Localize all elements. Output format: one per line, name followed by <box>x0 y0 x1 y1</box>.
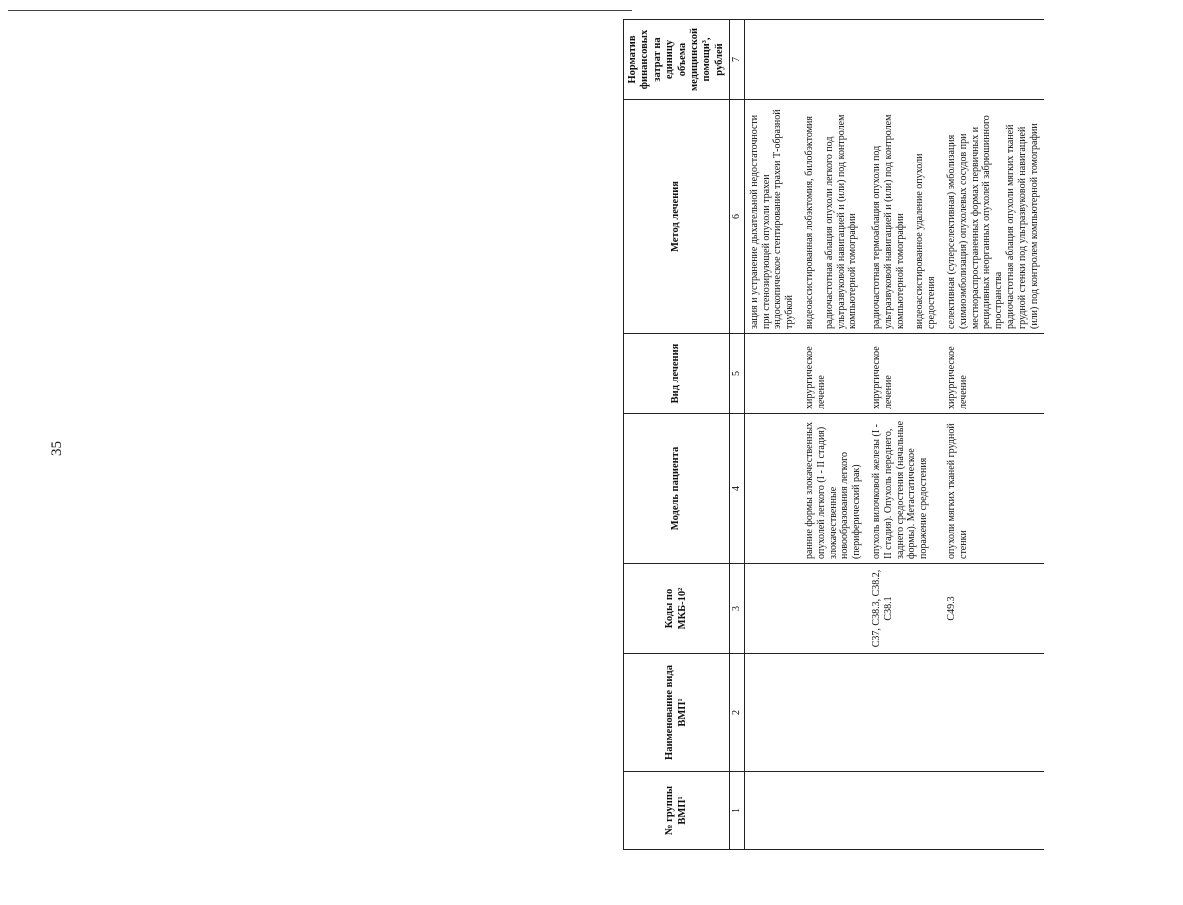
header-treatment-type: Вид лечения <box>624 334 730 414</box>
method-item: радиочастотная термоаблация опухоли под ультразвуковой навигацией и (или) под контролем компьютерной томографии <box>870 114 906 329</box>
page-number: 35 <box>49 441 65 456</box>
colnum-6: 6 <box>730 100 745 334</box>
vmp-table <box>623 19 1044 850</box>
header-patient-model: Модель пациента <box>624 414 730 564</box>
patient-cell <box>800 414 867 564</box>
treatment-type-cell: хирургическое лечение <box>867 334 942 414</box>
patient-cell: опухоль вилочковой железы (I - II стадия). Опухоль переднего, заднего средостения (начальные формы). Метастатическое поражение средостения <box>867 414 942 564</box>
rotated-page <box>623 20 1183 850</box>
treatment-type-cell: хирургическое лечение <box>800 334 867 414</box>
colnum-7: 7 <box>730 20 745 100</box>
method-item: эндоскопическое стентирование трахеи Т-образной трубкой <box>772 109 796 329</box>
method-cell <box>800 100 867 334</box>
colnum-5: 5 <box>730 334 745 414</box>
table-row <box>744 20 800 850</box>
colnum-4: 4 <box>730 414 745 564</box>
method-item: видеоассистированное удаление опухоли средостения <box>914 153 938 329</box>
header-group-number: № группы ВМП¹ <box>624 772 730 850</box>
method-item: селективная (суперселективная) эмболизация (химиоэмболизация) опухолевых сосудов при местнораспространенных формах первичных и рецидивных неорганных опухолей забрюшинного пространства <box>945 115 1005 329</box>
treatment-type-cell: хирургическое лечение <box>942 334 1044 414</box>
icd-cell: C37, C38.3, C38.2, C38.1 <box>867 564 942 654</box>
column-number-row <box>730 20 745 850</box>
patient-item: ранние формы злокачественных опухолей легкого (I - II стадия) <box>803 421 827 559</box>
method-cell <box>744 100 800 334</box>
colnum-2: 2 <box>730 654 745 772</box>
top-rule <box>8 10 632 11</box>
method-item: зация и устранение дыхательной недостаточности при стенозирующей опухоли трахеи <box>748 114 772 329</box>
header-cost-norm: Норматив финансовых затрат на единицу объема медицинской помощи³, рублей <box>624 20 730 100</box>
table-row <box>942 20 1044 850</box>
header-vmp-name: Наименование вида ВМП¹ <box>624 654 730 772</box>
header-icd-codes: Коды по МКБ-10² <box>624 564 730 654</box>
colnum-1: 1 <box>730 772 745 850</box>
method-cell <box>942 100 1044 334</box>
method-item: видеоассистированная лобэктомия, билобэктомия <box>803 116 815 329</box>
method-item: радиочастотная аблация опухоли легкого под ультразвуковой навигацией и (или) под контролем компьютерной томографии <box>823 114 859 329</box>
icd-cell: C49.3 <box>942 564 1044 654</box>
header-row <box>624 20 730 850</box>
patient-cell: опухоли мягких тканей грудной стенки <box>942 414 1044 564</box>
table-row <box>867 20 942 850</box>
colnum-3: 3 <box>730 564 745 654</box>
method-cell <box>867 100 942 334</box>
method-item: радиочастотная аблация опухоли мягких тканей грудной стенки под ультразвуковой навигацией (или) под контролем компьютерной томографии <box>1004 123 1040 329</box>
table-row <box>800 20 867 850</box>
header-treatment-method: Метод лечения <box>624 100 730 334</box>
patient-item: злокачественные новообразования легкого (периферический рак) <box>827 452 863 559</box>
